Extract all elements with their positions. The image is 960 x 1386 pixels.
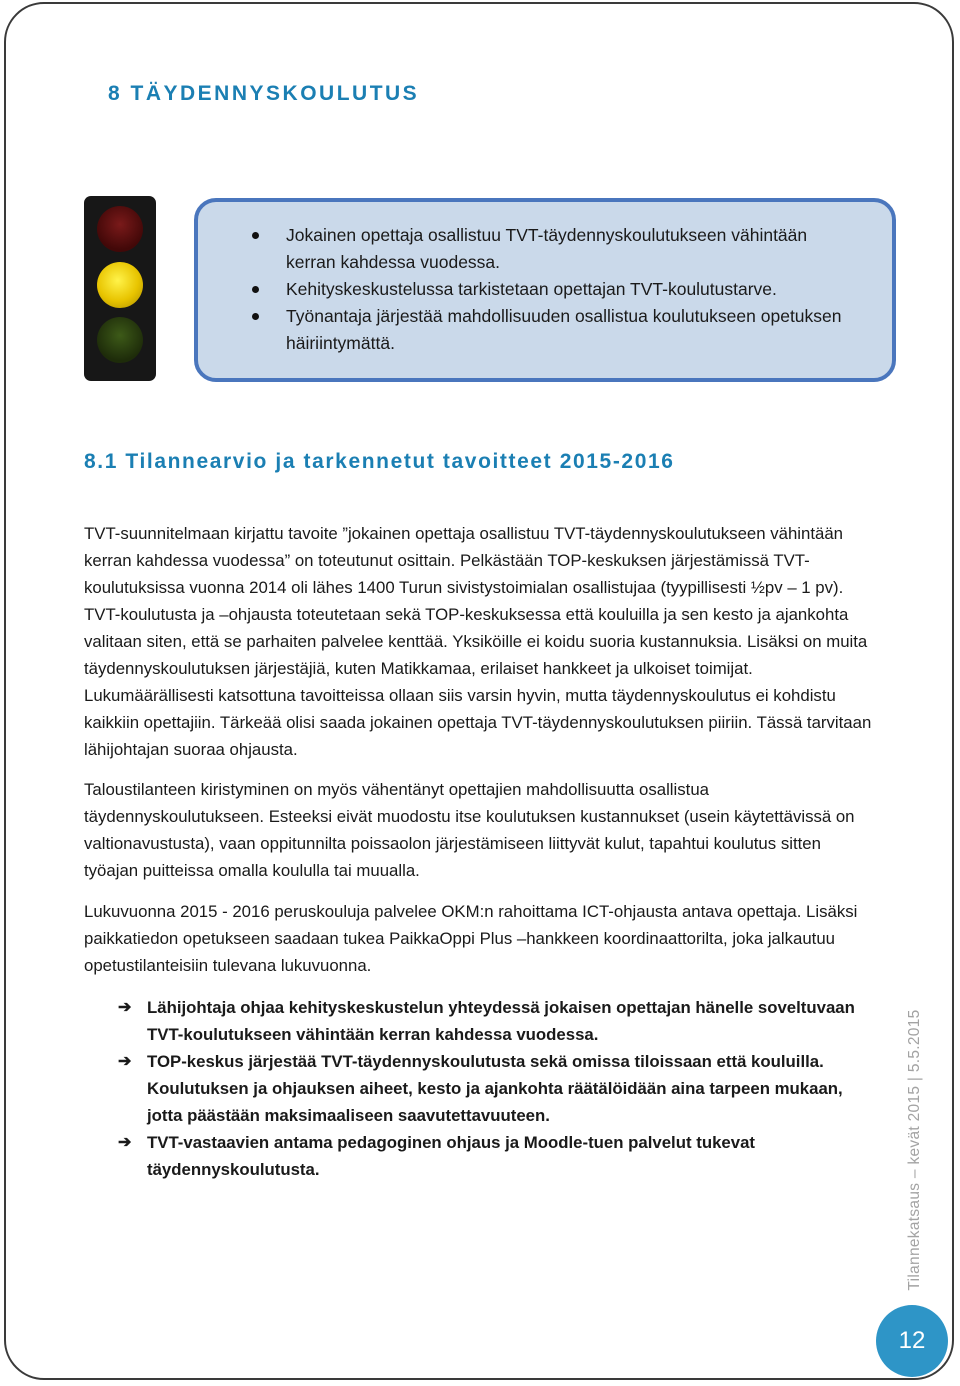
page-number: 12 xyxy=(898,1327,926,1354)
page-number-badge xyxy=(876,1305,948,1377)
arrow-right-icon: ➔ xyxy=(118,1134,132,1151)
side-footer-text: Tilannekatsaus – kevät 2015 | 5.5.2015 xyxy=(906,1009,923,1291)
key-points-list xyxy=(248,222,848,357)
key-point-text: Työnantaja järjestää mahdollisuuden osallistua koulutukseen opetuksen häiriintymättä. xyxy=(286,306,842,353)
arrow-right-icon: ➔ xyxy=(118,1053,132,1070)
key-points-callout xyxy=(194,198,896,382)
traffic-light-icon xyxy=(84,196,156,381)
bullet-icon xyxy=(252,313,259,320)
action-text: TOP-keskus järjestää TVT-täydennyskoulutusta sekä omissa tiloissaan että kouluilla. Koulutuksen ja ohjauksen aiheet, kesto ja ajankohta räätälöidään aina tarpeen mukaan, jotta päästään maksimaaliseen saavutettavuuteen. xyxy=(147,1052,843,1125)
traffic-light-red-lamp xyxy=(97,206,143,252)
action-item xyxy=(118,1048,878,1129)
action-text: TVT-vastaavien antama pedagoginen ohjaus ja Moodle-tuen palvelut tukevat täydennyskoulutusta. xyxy=(147,1133,755,1179)
body-paragraph: Lukuvuonna 2015 - 2016 peruskouluja palvelee OKM:n rahoittama ICT-ohjausta antava opettaja. Lisäksi paikkatiedon opetukseen saadaan tukea PaikkaOppi Plus –hankkeen koordinaattorilta, joka jalkautuu opetustilanteisiin tulevana lukuvuonna. xyxy=(84,902,858,975)
traffic-light-green-lamp xyxy=(97,317,143,363)
body-paragraph: TVT-suunnitelmaan kirjattu tavoite ”jokainen opettaja osallistuu TVT-täydennyskoulutukseen vähintään kerran kahdessa vuodessa” on toteutunut osittain. Pelkästään TOP-keskuksen järjestämissä TVT-koulutuksissa vuonna 2014 oli lähes 1400 Turun sivistystoimialan osallistujaa (tyypillisesti ½pv – 1 pv). TVT-koulutusta ja –ohjausta toteutetaan sekä TOP-keskuksessa että kouluilla ja sen kesto ja ajankohta valitaan siten, että se parhaiten palvelee kenttää. Yksiköille ei koidu suoria kustannuksia. Lisäksi on muita täydennyskoulutuksen järjestäjiä, kuten Matikkamaa, erilaiset hankkeet ja ulkoiset toimijat. Lukumäärällisesti katsottuna tavoitteissa ollaan siis varsin hyvin, mutta täydennyskoulutus ei kohdistu kaikkiin opettajiin. Tärkeää olisi saada jokainen opettaja TVT-täydennyskoulutuksen piiriin. Tässä tarvitaan lähijohtajan suoraa ohjausta. xyxy=(84,524,872,759)
body-paragraph: Taloustilanteen kiristyminen on myös vähentänyt opettajien mahdollisuutta osallistua täydennyskoulutukseen. Esteeksi eivät muodostu itse koulutuksen kustannukset (usein käytettävissä on valtionavustusta), vaan oppitunnilta poissaolon järjestämiseen liittyvät kulut, tapahtui koulutus sitten työajan puitteissa omalla koululla tai muualla. xyxy=(84,780,855,880)
chapter-heading: 8 TÄYDENNYSKOULUTUS xyxy=(108,82,420,105)
action-item xyxy=(118,1129,878,1183)
key-point-item xyxy=(248,276,848,303)
action-text: Lähijohtaja ohjaa kehityskeskustelun yhteydessä jokaisen opettajan hänelle soveltuvaan TVT-koulutukseen vähintään kerran kahdessa vuodessa. xyxy=(147,998,855,1044)
arrow-right-icon: ➔ xyxy=(118,999,132,1016)
bullet-icon xyxy=(252,286,259,293)
key-point-item xyxy=(248,303,848,357)
bullet-icon xyxy=(252,232,259,239)
key-point-text: Kehityskeskustelussa tarkistetaan opettajan TVT-koulutustarve. xyxy=(286,279,777,299)
key-point-text: Jokainen opettaja osallistuu TVT-täydennyskoulutukseen vähintään kerran kahdessa vuodessa. xyxy=(286,225,808,272)
action-item xyxy=(118,994,878,1048)
traffic-light-yellow-lamp xyxy=(97,262,143,308)
key-point-item xyxy=(248,222,848,276)
section-heading: 8.1 Tilannearvio ja tarkennetut tavoitteet 2015-2016 xyxy=(84,450,675,473)
action-list xyxy=(118,994,878,1183)
